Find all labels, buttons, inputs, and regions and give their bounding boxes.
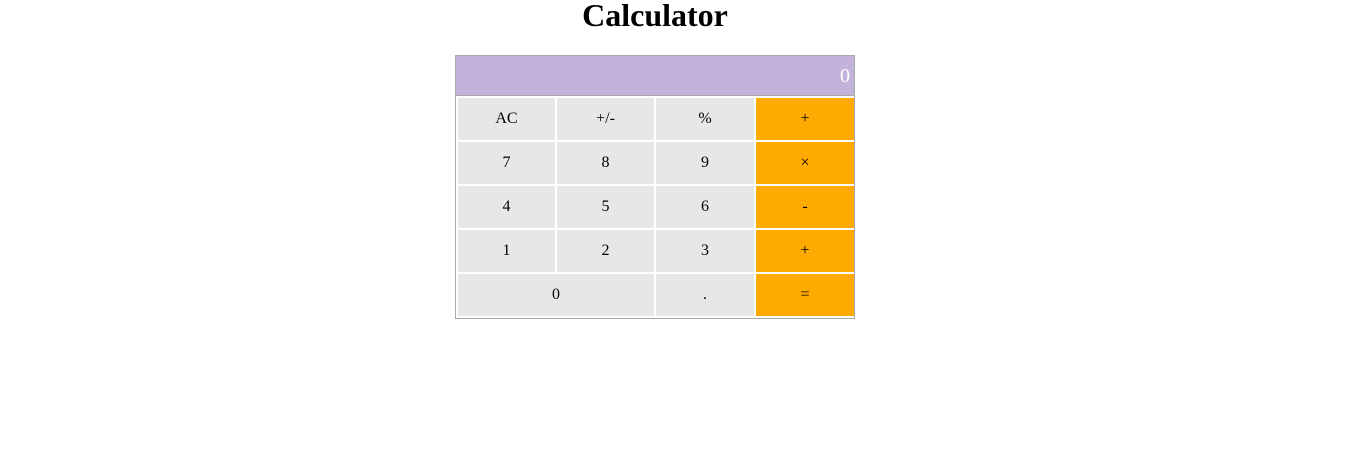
digit-7-button[interactable]: 7: [458, 142, 555, 184]
calculator-display: 0: [456, 56, 854, 96]
digit-1-button[interactable]: 1: [458, 230, 555, 272]
digit-2-button[interactable]: 2: [557, 230, 654, 272]
subtract-button[interactable]: -: [756, 186, 854, 228]
digit-8-button[interactable]: 8: [557, 142, 654, 184]
equals-button[interactable]: =: [756, 274, 854, 316]
multiply-button[interactable]: ×: [756, 142, 854, 184]
all-clear-button[interactable]: AC: [458, 98, 555, 140]
divide-button[interactable]: +: [756, 98, 854, 140]
digit-6-button[interactable]: 6: [656, 186, 754, 228]
page-title: Calculator: [582, 0, 728, 33]
toggle-sign-button[interactable]: +/-: [557, 98, 654, 140]
digit-4-button[interactable]: 4: [458, 186, 555, 228]
percent-button[interactable]: %: [656, 98, 754, 140]
calculator: [455, 55, 855, 319]
keypad: [458, 98, 854, 318]
digit-9-button[interactable]: 9: [656, 142, 754, 184]
digit-3-button[interactable]: 3: [656, 230, 754, 272]
decimal-button[interactable]: .: [656, 274, 754, 316]
add-button[interactable]: +: [756, 230, 854, 272]
digit-0-button[interactable]: 0: [458, 274, 654, 316]
digit-5-button[interactable]: 5: [557, 186, 654, 228]
